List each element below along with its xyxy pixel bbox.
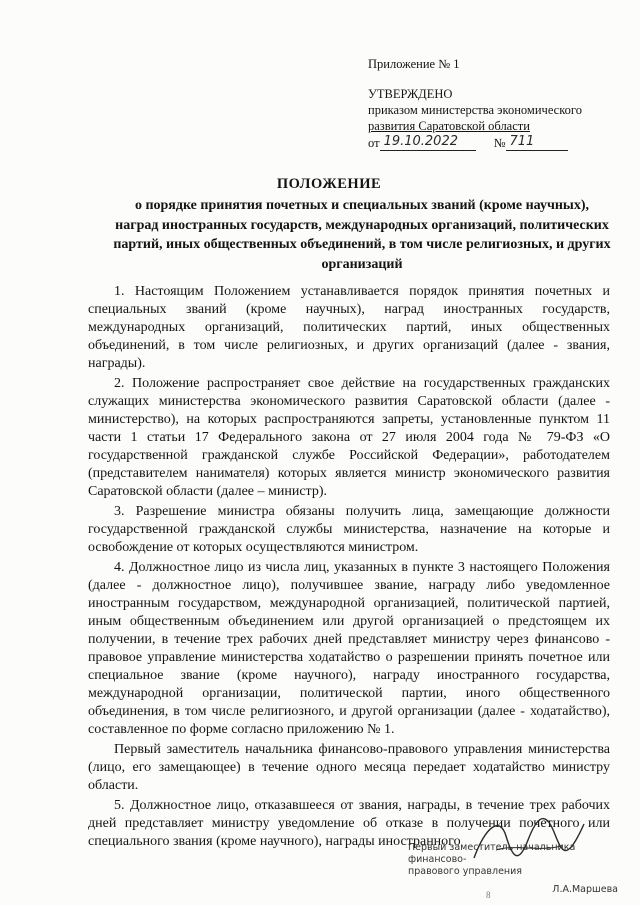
date-value: 19.10.2022 bbox=[380, 134, 476, 151]
paragraph-4: 4. Должностное лицо из числа лиц, указанных в пункте 3 настоящего Положения (далее - должностное лицо), получившее звание, награду либо уведомленное иностранным государством, международной организацией, политической партией, иным общественным объединением или другой организацией о предстоящем их получении, в течение трех рабочих дней представляет министру через финансово - правовое управление министерства ходатайство о разрешении принять почетное или специальное звание (кроме научного), награду иностранного государства, международной организации, политической партии, иного общественного объединения, в том числе религиозного, и другой организации (далее - ходатайство), составленное по форме согласно приложению № 1. bbox=[88, 560, 610, 737]
order-date-number bbox=[368, 134, 608, 151]
stamp-line-2: правового управления bbox=[408, 866, 523, 877]
appendix-label: Приложение № 1 bbox=[368, 57, 460, 71]
approval-block bbox=[368, 56, 608, 151]
stamp-signer: Л.А.Маршева bbox=[552, 884, 618, 895]
order-line-2: развития Саратовской области bbox=[368, 119, 530, 133]
document-subtitle: о порядке принятия почетных и специальных званий (кроме научных), наград иностранных государств, международных организаций, политических партий, иных общественных объединений, в том числе религиозных, и других организаций bbox=[113, 198, 611, 272]
stamp-line-1: Первый заместитель начальника финансово- bbox=[408, 842, 576, 865]
date-prefix: от bbox=[368, 136, 380, 150]
document-body bbox=[88, 283, 610, 853]
paragraph-3: 3. Разрешение министра обязаны получить лица, замещающие должности государственной гражданской службы министерства, назначение на которые и освобождение от которых осуществляются министром. bbox=[88, 504, 610, 555]
page-number: 8 bbox=[486, 890, 491, 900]
approved-label: УТВЕРЖДЕНО bbox=[368, 87, 453, 101]
paragraph-2: 2. Положение распространяет свое действие на государственных гражданских служащих министерства экономического развития Саратовской области (далее - министерство), на которых распространяются запреты, установленные пунктом 11 части 1 статьи 17 Федерального закона от 27 июля 2004 года № 79-ФЗ «О государственной гражданской службе Российской Федерации», работодателем (представителем нанимателя) которых является министр экономического развития Саратовской области (далее – министр). bbox=[88, 376, 610, 499]
document-title: ПОЛОЖЕНИЕ bbox=[276, 176, 382, 192]
order-line-1: приказом министерства экономического bbox=[368, 103, 582, 117]
paragraph-5: 5. Должностное лицо, отказавшееся от звания, награды, в течение трех рабочих дней представляет министру уведомление об отказе в получении почетного или специального звания (кроме научного), награды иностранного bbox=[88, 798, 610, 849]
signature-stamp bbox=[408, 842, 618, 896]
number-prefix: № bbox=[493, 136, 506, 150]
paragraph-4-note: Первый заместитель начальника финансово-правового управления министерства (лицо, его замещающее) в течение одного месяца передает ходатайство министру области. bbox=[88, 742, 610, 793]
number-value: 711 bbox=[506, 134, 568, 151]
paragraph-1: 1. Настоящим Положением устанавливается порядок принятия почетных и специальных званий (кроме научных), наград иностранных государств, международных организаций, политических партий, иных общественных объединений, в том числе религиозных, и других организаций (далее - звания, награды). bbox=[88, 284, 610, 371]
